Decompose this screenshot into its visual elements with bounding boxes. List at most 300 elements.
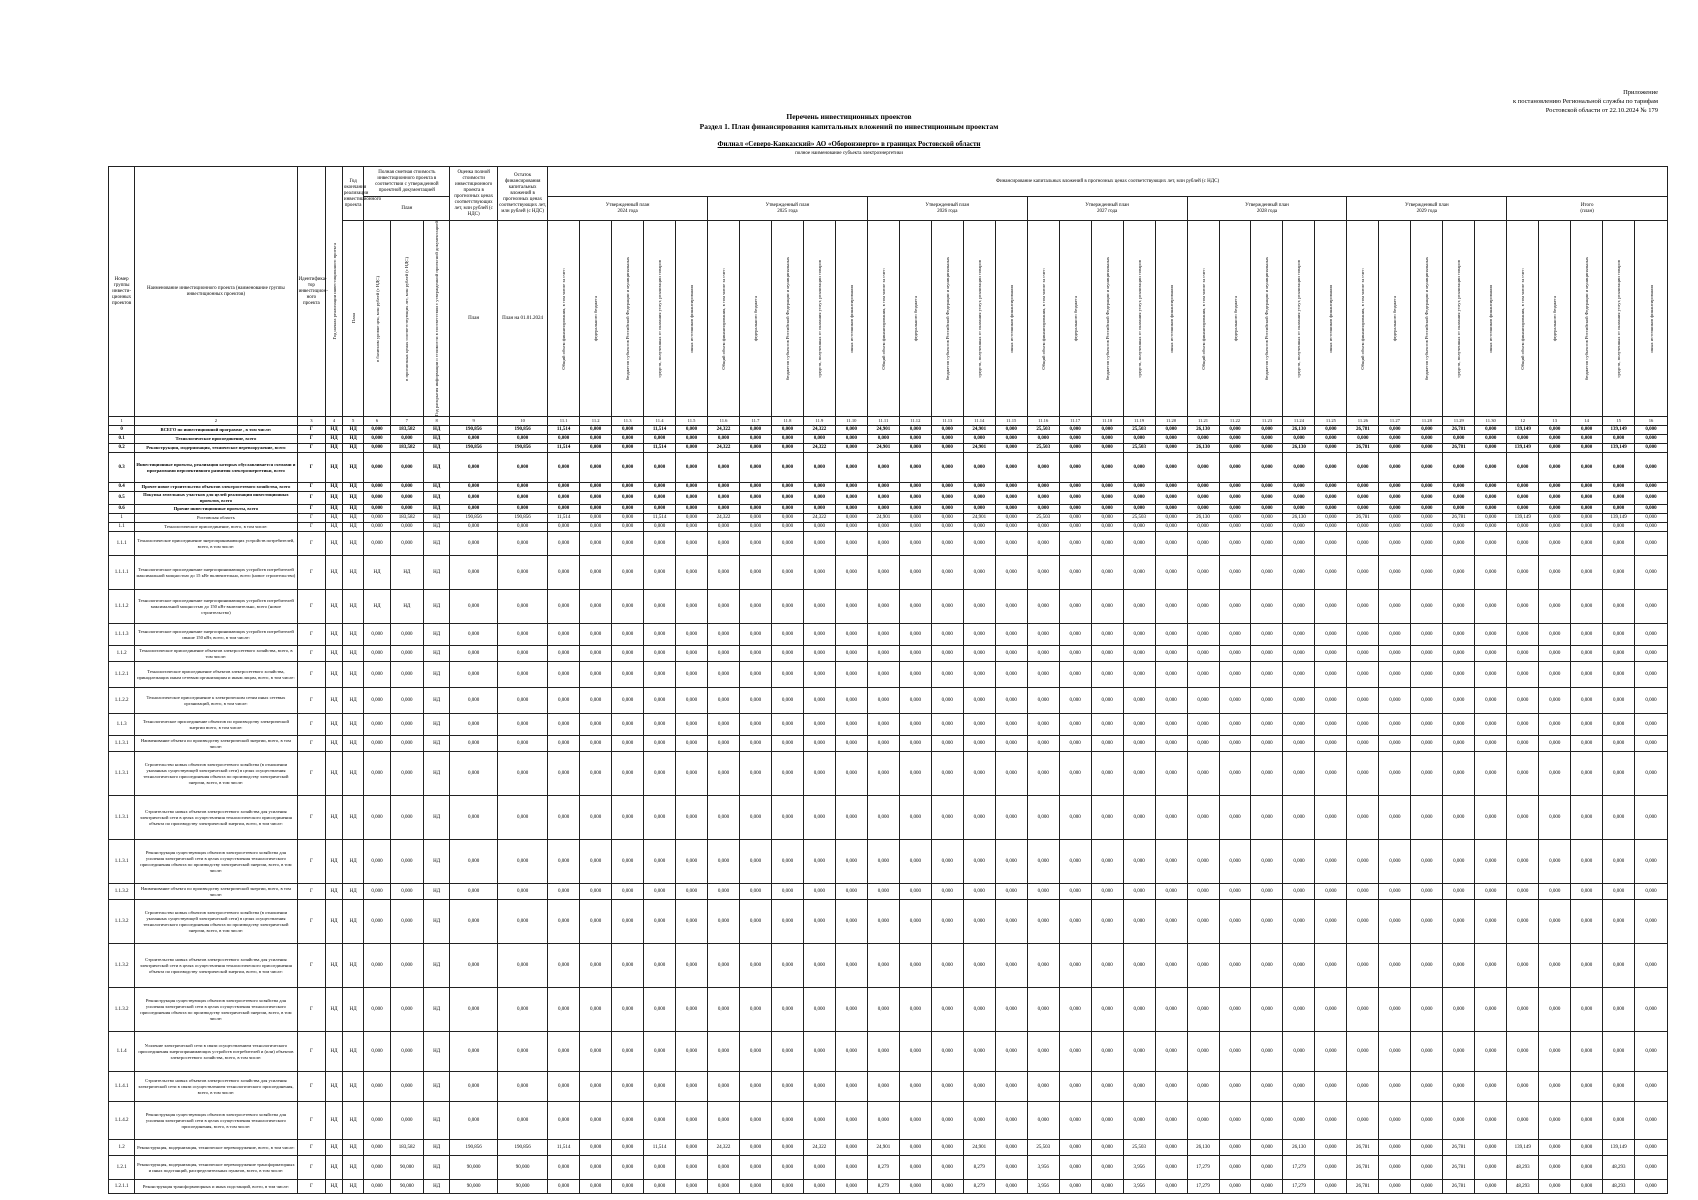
header-full-estimate: Полная сметная стоимость инвестиционного проекта в соответствии с утвержденной проектной документацией <box>364 167 450 197</box>
row-value: 0,000 <box>1379 900 1411 944</box>
row-value: НД <box>424 514 450 523</box>
row-value: 0,000 <box>771 796 803 840</box>
row-value: 0,000 <box>1123 505 1155 514</box>
row-value: 0,000 <box>771 1140 803 1156</box>
header-source-0: Общий объем финансирования, в том числе за счет: <box>880 267 886 370</box>
row-value: 0,000 <box>1219 646 1251 662</box>
row-value: НД <box>424 736 450 752</box>
row-value: 8,279 <box>963 1180 995 1194</box>
row-value: 0,000 <box>1059 796 1091 840</box>
row-value: 24,901 <box>963 1140 995 1156</box>
header-year-title: Утвержденный план <box>605 202 650 208</box>
row-value: 0,000 <box>803 988 835 1032</box>
row-value: 0,000 <box>1539 483 1571 492</box>
row-value: 0,000 <box>1219 796 1251 840</box>
row-value: НД <box>342 532 363 556</box>
row-value: 0,000 <box>1347 988 1379 1032</box>
row-value: 24,322 <box>803 514 835 523</box>
header-plan-base: в базисном уровне цен, млн рублей (с НДС) <box>374 275 380 362</box>
row-value: 0,000 <box>899 796 931 840</box>
row-value: 0,000 <box>1123 736 1155 752</box>
column-number: 11.14 <box>963 417 995 426</box>
row-value: 0,000 <box>364 944 390 988</box>
row-value: 0,000 <box>450 988 498 1032</box>
row-value: 0,000 <box>1379 840 1411 884</box>
row-value: 0,000 <box>708 492 740 505</box>
row-value: 0,000 <box>835 556 867 590</box>
row-value: 0,000 <box>1059 1102 1091 1140</box>
row-value: 0,000 <box>644 556 676 590</box>
row-value: 0,000 <box>1507 1072 1539 1102</box>
row-value: 0,000 <box>1219 453 1251 483</box>
row-value: 0,000 <box>390 714 423 736</box>
row-value: 0,000 <box>1315 688 1347 714</box>
row-value: 0,000 <box>450 900 498 944</box>
row-value: 0,000 <box>1347 752 1379 796</box>
row-value: 0,000 <box>1123 453 1155 483</box>
row-value: НД <box>342 453 363 483</box>
row-value: 0,000 <box>899 453 931 483</box>
row-value: НД <box>364 556 390 590</box>
row-value: 0,000 <box>1155 532 1187 556</box>
row-value: 0,000 <box>963 944 995 988</box>
row-value: 0,000 <box>450 646 498 662</box>
row-value: 0,000 <box>390 688 423 714</box>
row-value: 0,000 <box>548 532 580 556</box>
row-value: 0,000 <box>1571 662 1603 688</box>
row-name: Усиление электрической сети в связи осуществлением технологического присоединения энергопринимающих устройств потребителей и (или) объектов электросетевого хозяйства, всего, в том числе: <box>135 1032 297 1072</box>
row-value: 0,000 <box>931 532 963 556</box>
row-value: 0,000 <box>708 453 740 483</box>
row-value: 0,000 <box>1315 752 1347 796</box>
table-row <box>109 1072 1668 1102</box>
row-value: 0,000 <box>1283 752 1315 796</box>
row-value: НД <box>342 1102 363 1140</box>
row-value: 0,000 <box>1635 736 1668 752</box>
row-value: 0,000 <box>1155 840 1187 884</box>
row-value: 0,000 <box>1283 483 1315 492</box>
row-value: 0,000 <box>995 1156 1027 1180</box>
row-value: 0,000 <box>1571 483 1603 492</box>
row-value: 0,000 <box>1603 532 1635 556</box>
row-value: 0,000 <box>739 523 771 532</box>
row-value: 0,000 <box>771 590 803 624</box>
row-value: 0,000 <box>1443 752 1475 796</box>
document-title <box>0 112 1698 132</box>
row-value: 17,279 <box>1187 1156 1219 1180</box>
row-value: 0,000 <box>1571 1156 1603 1180</box>
row-value: 24,322 <box>803 1140 835 1156</box>
row-value: 0,000 <box>1539 714 1571 736</box>
row-value: 0,000 <box>739 444 771 453</box>
row-value: 0,000 <box>835 435 867 444</box>
row-value: 0,000 <box>1379 646 1411 662</box>
header-source-1: федерального бюджета <box>752 295 758 342</box>
header-source-3: средств, полученных от оказания услуг, реализации товаров <box>1296 259 1302 378</box>
row-value: 0,000 <box>1155 900 1187 944</box>
row-value: 0,000 <box>867 662 899 688</box>
row-value: 0,000 <box>1539 1180 1571 1194</box>
row-value: 0,000 <box>580 444 612 453</box>
row-value: 0,000 <box>1539 505 1571 514</box>
row-value: 0,000 <box>1091 532 1123 556</box>
table-row <box>109 796 1668 840</box>
row-value: 0,000 <box>1571 444 1603 453</box>
row-value: 26,781 <box>1347 1140 1379 1156</box>
row-value: 0,000 <box>1443 988 1475 1032</box>
row-value: НД <box>326 840 343 884</box>
row-value: 0,000 <box>1635 492 1668 505</box>
row-value: 0,000 <box>1539 444 1571 453</box>
row-value: НД <box>326 514 343 523</box>
row-value: 0,000 <box>771 900 803 944</box>
row-value: 0,000 <box>580 492 612 505</box>
row-value: 0,000 <box>1219 840 1251 884</box>
row-value: 0,000 <box>1603 796 1635 840</box>
row-value: 0,000 <box>1475 714 1507 736</box>
row-value: 0,000 <box>1219 435 1251 444</box>
row-value: 0,000 <box>1347 714 1379 736</box>
row-value: 0,000 <box>835 624 867 646</box>
row-value: 0,000 <box>1475 514 1507 523</box>
row-value: 0,000 <box>771 492 803 505</box>
row-value: 0,000 <box>1315 514 1347 523</box>
row-value: 0,000 <box>867 483 899 492</box>
row-value: 0,000 <box>899 483 931 492</box>
row-value: 0,000 <box>803 483 835 492</box>
row-value: 0,000 <box>1571 1072 1603 1102</box>
row-value: Г <box>297 900 326 944</box>
row-value: 0,000 <box>1507 590 1539 624</box>
row-value: 0,000 <box>1539 492 1571 505</box>
row-value: 0,000 <box>1475 752 1507 796</box>
row-value: 0,000 <box>644 624 676 646</box>
row-value: 0,000 <box>1123 944 1155 988</box>
header-year-title: Утвержденный план <box>1245 202 1289 208</box>
row-value: 190,856 <box>498 426 548 435</box>
row-value: 0,000 <box>364 426 390 435</box>
row-value: 0,000 <box>931 714 963 736</box>
row-value: 0,000 <box>676 688 708 714</box>
row-value: 0,000 <box>1251 988 1283 1032</box>
row-value: 0,000 <box>1411 714 1443 736</box>
row-value: 0,000 <box>1283 590 1315 624</box>
row-value: 0,000 <box>1571 714 1603 736</box>
row-value: 0,000 <box>644 492 676 505</box>
row-value: 0,000 <box>867 1072 899 1102</box>
row-value: 0,000 <box>676 435 708 444</box>
row-value: 0,000 <box>708 435 740 444</box>
row-value: НД <box>342 900 363 944</box>
row-number: 1.2.1.1 <box>109 1180 135 1194</box>
row-value: 26,781 <box>1347 1156 1379 1180</box>
row-value: 0,000 <box>739 714 771 736</box>
row-value: 0,000 <box>1507 532 1539 556</box>
row-value: 0,000 <box>739 736 771 752</box>
table-row <box>109 523 1668 532</box>
row-value: 0,000 <box>390 752 423 796</box>
row-value: НД <box>424 944 450 988</box>
row-value: 0,000 <box>1059 1180 1091 1194</box>
row-value: 3,956 <box>1027 1180 1059 1194</box>
row-value: 0,000 <box>1027 796 1059 840</box>
row-value: 0,000 <box>1379 523 1411 532</box>
row-value: 0,000 <box>1475 796 1507 840</box>
row-value: 0,000 <box>548 1032 580 1072</box>
row-value: 0,000 <box>612 556 644 590</box>
row-value: 0,000 <box>995 796 1027 840</box>
row-value: 0,000 <box>1635 688 1668 714</box>
row-value: 0,000 <box>1347 688 1379 714</box>
row-value: 0,000 <box>1411 796 1443 840</box>
row-value: 0,000 <box>1283 435 1315 444</box>
row-value: 0,000 <box>1059 736 1091 752</box>
row-value: 0,000 <box>1347 590 1379 624</box>
row-value: 0,000 <box>963 590 995 624</box>
row-value: 0,000 <box>498 900 548 944</box>
row-value: 0,000 <box>450 1032 498 1072</box>
row-value: 0,000 <box>1443 590 1475 624</box>
row-value: 0,000 <box>1187 752 1219 796</box>
row-value: 0,000 <box>1059 556 1091 590</box>
row-value: 90,000 <box>390 1180 423 1194</box>
row-value: 0,000 <box>1059 1140 1091 1156</box>
row-value: 0,000 <box>739 944 771 988</box>
row-value: 0,000 <box>548 988 580 1032</box>
row-value: 0,000 <box>835 514 867 523</box>
row-value: 0,000 <box>1315 435 1347 444</box>
row-value: 0,000 <box>995 1140 1027 1156</box>
row-value: 190,856 <box>450 444 498 453</box>
row-value: 0,000 <box>1379 688 1411 714</box>
row-name: Технологическое присоединение объектов электросетевого хозяйства, всего, в том числе: <box>135 646 297 662</box>
row-value: 0,000 <box>548 492 580 505</box>
row-value: 0,000 <box>1539 900 1571 944</box>
row-value: 0,000 <box>1571 1180 1603 1194</box>
row-value: 0,000 <box>612 714 644 736</box>
row-value: 0,000 <box>676 944 708 988</box>
row-value: 0,000 <box>676 492 708 505</box>
row-value: 0,000 <box>548 624 580 646</box>
row-value: 0,000 <box>1539 426 1571 435</box>
row-value: 0,000 <box>1475 884 1507 900</box>
row-value: 0,000 <box>1251 426 1283 435</box>
row-value: Г <box>297 1156 326 1180</box>
row-value: 0,000 <box>450 624 498 646</box>
column-number: 9 <box>450 417 498 426</box>
row-value: 0,000 <box>1411 1156 1443 1180</box>
row-value: 0,000 <box>1219 1156 1251 1180</box>
row-value: НД <box>342 796 363 840</box>
column-number: 1 <box>109 417 135 426</box>
row-value: 0,000 <box>364 532 390 556</box>
row-value: 0,000 <box>931 492 963 505</box>
row-value: 0,000 <box>1507 646 1539 662</box>
row-value: 0,000 <box>708 944 740 988</box>
row-value: 0,000 <box>364 796 390 840</box>
row-value: 0,000 <box>364 505 390 514</box>
row-value: 0,000 <box>1635 884 1668 900</box>
row-value: 0,000 <box>1571 514 1603 523</box>
row-value: 0,000 <box>1571 590 1603 624</box>
row-value: 0,000 <box>450 483 498 492</box>
header-source-0: Общий объем финансирования, в том числе за счет: <box>1040 267 1046 370</box>
row-value: 0,000 <box>498 796 548 840</box>
row-value: 0,000 <box>1219 505 1251 514</box>
row-value: Г <box>297 662 326 688</box>
column-number: 11.20 <box>1155 417 1187 426</box>
row-value: НД <box>326 1102 343 1140</box>
row-value: 11,514 <box>548 426 580 435</box>
row-value: 26,130 <box>1283 1140 1315 1156</box>
header-source-3: средств, полученных от оказания услуг, реализации товаров <box>1616 259 1622 378</box>
row-value: 0,000 <box>580 900 612 944</box>
row-value: 0,000 <box>1347 532 1379 556</box>
row-value: 0,000 <box>1443 688 1475 714</box>
row-value: 11,514 <box>644 1140 676 1156</box>
column-number: 3 <box>297 417 326 426</box>
row-value: 0,000 <box>1187 523 1219 532</box>
row-value: 0,000 <box>676 453 708 483</box>
header-year-label: (план) <box>1580 208 1594 214</box>
table-row <box>109 944 1668 988</box>
row-value: 0,000 <box>931 944 963 988</box>
row-value: 0,000 <box>835 444 867 453</box>
row-value: 0,000 <box>1219 1102 1251 1140</box>
row-value: 0,000 <box>1571 492 1603 505</box>
row-value: 0,000 <box>995 532 1027 556</box>
row-value: 0,000 <box>1411 514 1443 523</box>
row-value: 0,000 <box>1091 1156 1123 1180</box>
row-value: 0,000 <box>1315 426 1347 435</box>
row-value: 0,000 <box>612 736 644 752</box>
row-value: 0,000 <box>1027 556 1059 590</box>
row-value: 190,856 <box>450 514 498 523</box>
row-value: 0,000 <box>708 900 740 944</box>
row-value: 0,000 <box>771 523 803 532</box>
row-value: 0,000 <box>867 435 899 444</box>
row-value: 0,000 <box>1315 1102 1347 1140</box>
header-year-6 <box>1507 197 1668 221</box>
row-value: 0,000 <box>1155 1032 1187 1072</box>
row-value: 0,000 <box>931 624 963 646</box>
row-value: 0,000 <box>1251 483 1283 492</box>
header-year-title: Утвержденный план <box>1404 202 1449 208</box>
row-value: 0,000 <box>771 444 803 453</box>
row-value: 0,000 <box>1475 435 1507 444</box>
row-value: 0,000 <box>1379 736 1411 752</box>
row-value: 0,000 <box>1507 1032 1539 1072</box>
row-value: 0,000 <box>644 435 676 444</box>
row-value: 0,000 <box>963 752 995 796</box>
row-value: 0,000 <box>1347 624 1379 646</box>
row-value: 0,000 <box>708 590 740 624</box>
row-value: 0,000 <box>1603 944 1635 988</box>
row-value: 0,000 <box>1635 752 1668 796</box>
row-value: 0,000 <box>498 662 548 688</box>
row-value: 0,000 <box>1411 688 1443 714</box>
row-value: 0,000 <box>835 492 867 505</box>
row-value: 0,000 <box>995 514 1027 523</box>
row-value: 3,956 <box>1027 1156 1059 1180</box>
row-name: Технологическое присоединение энергопринимающих устройств потребителей максимальной мощностью до 150 кВт включительно, всего (новое строительство) <box>135 590 297 624</box>
row-value: 0,000 <box>1347 840 1379 884</box>
row-value: 0,000 <box>803 505 835 514</box>
column-number: 11.7 <box>739 417 771 426</box>
row-value: 0,000 <box>1123 624 1155 646</box>
row-value: НД <box>326 752 343 796</box>
row-value: 0,000 <box>867 884 899 900</box>
header-source-2: бюджетов субъектов Российской Федерации и муниципальных <box>1424 256 1430 381</box>
row-value: 0,000 <box>835 900 867 944</box>
row-value: 0,000 <box>1059 688 1091 714</box>
row-value: 0,000 <box>676 662 708 688</box>
row-value: Г <box>297 624 326 646</box>
row-value: 0,000 <box>1443 624 1475 646</box>
column-number: 11.8 <box>771 417 803 426</box>
row-value: НД <box>326 714 343 736</box>
row-value: 0,000 <box>1443 884 1475 900</box>
row-value: 0,000 <box>899 988 931 1032</box>
row-value: 0,000 <box>1571 624 1603 646</box>
row-value: 0,000 <box>1219 523 1251 532</box>
row-value: НД <box>424 435 450 444</box>
row-value: 0,000 <box>1539 944 1571 988</box>
row-value: 0,000 <box>1059 1072 1091 1102</box>
row-value: 0,000 <box>835 884 867 900</box>
row-value: 0,000 <box>1635 714 1668 736</box>
row-value: НД <box>424 453 450 483</box>
row-value: 0,000 <box>1027 1072 1059 1102</box>
row-value: 0,000 <box>995 752 1027 796</box>
row-value: 0,000 <box>931 752 963 796</box>
row-value: 0,000 <box>835 532 867 556</box>
row-value: 0,000 <box>835 523 867 532</box>
row-value: 0,000 <box>1379 492 1411 505</box>
row-name: ВСЕГО по инвестиционной программе , в том числе: <box>135 426 297 435</box>
row-value: 48,293 <box>1507 1156 1539 1180</box>
row-value: 0,000 <box>1379 1072 1411 1102</box>
row-number: 1.2 <box>109 1140 135 1156</box>
row-value: 0,000 <box>1251 532 1283 556</box>
row-value: 0,000 <box>867 453 899 483</box>
row-value: 0,000 <box>708 532 740 556</box>
row-value: НД <box>424 752 450 796</box>
row-number: 1.1.3.1 <box>109 736 135 752</box>
row-value: 0,000 <box>1347 556 1379 590</box>
header-source-0: Общий объем финансирования, в том числе за счет: <box>721 267 726 370</box>
row-value: 0,000 <box>835 1032 867 1072</box>
row-value: 0,000 <box>1091 492 1123 505</box>
row-value: 0,000 <box>498 1032 548 1072</box>
row-value: 0,000 <box>1603 483 1635 492</box>
row-value: 0,000 <box>1507 714 1539 736</box>
row-value: 0,000 <box>612 944 644 988</box>
row-value: 0,000 <box>1187 646 1219 662</box>
row-name: Строительство новых объектов электросетевого хозяйства для усиления электрической сети в связи осуществлением технологического присоединения, всего, в том числе: <box>135 1072 297 1102</box>
row-value: 0,000 <box>1123 884 1155 900</box>
row-value: 0,000 <box>1571 505 1603 514</box>
row-value: 0,000 <box>1059 714 1091 736</box>
header-source-4: иных источников финансирования <box>689 284 695 353</box>
row-value: 0,000 <box>1251 624 1283 646</box>
row-value: 0,000 <box>1283 688 1315 714</box>
row-value: НД <box>326 884 343 900</box>
row-value: 0,000 <box>1091 1102 1123 1140</box>
row-value: НД <box>424 1072 450 1102</box>
row-value: НД <box>326 900 343 944</box>
row-value: 0,000 <box>1251 1180 1283 1194</box>
